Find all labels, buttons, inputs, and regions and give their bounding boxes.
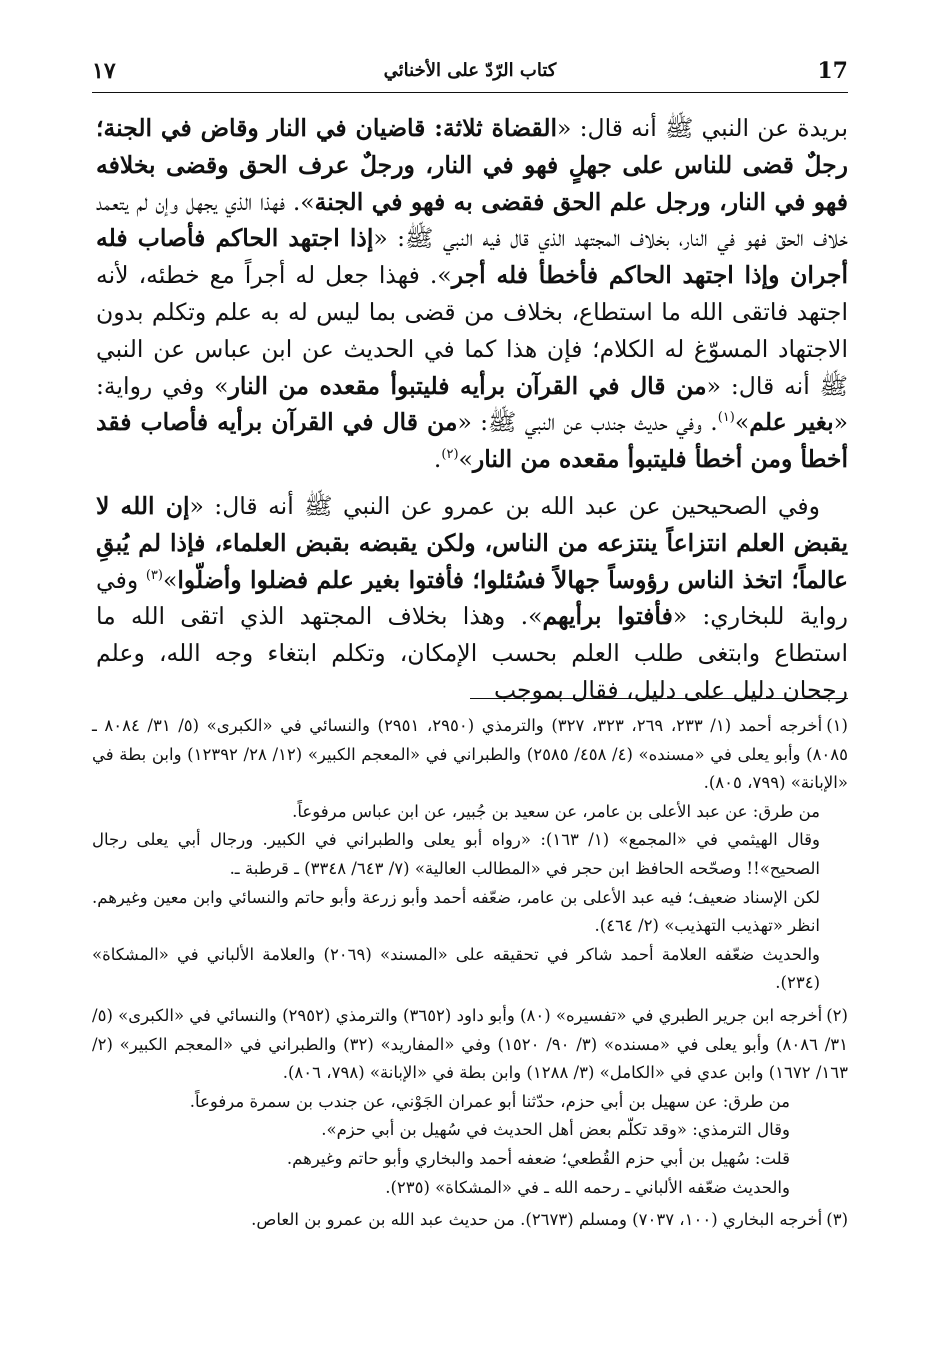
text-run: » وفي رواية: « <box>96 371 848 437</box>
text-run: وفي رواية للبخاري: « <box>96 565 848 631</box>
footnote-text: أخرجه البخاري (١٠٠، ٧٠٣٧) ومسلم (٢٦٧٣). من حديث عبد الله بن عمرو بن العاص. <box>251 1210 823 1230</box>
hadith-quote: إذا اجتهد الحاكم فأصاب فله أجران وإذا اجتهد الحاكم فأخطأ فله أجر <box>96 224 848 290</box>
main-text <box>96 110 848 719</box>
text-run: » <box>162 565 178 594</box>
text-run: . وفي حديث جندب عن النبي ﷺ: « <box>457 408 718 437</box>
footnote-3 <box>92 1206 848 1235</box>
footnote-separator <box>470 698 848 699</box>
footnote-number: (١) <box>826 716 848 735</box>
footnote-ref-3[interactable]: (٣) <box>145 567 163 583</box>
hadith-quote: من قال في القرآن برأيه فليتبوأ مقعده من النار <box>228 371 707 400</box>
footnote-line: والحديث ضعّفه الألباني ـ رحمه الله ـ في «المشكاة» (٢٣٥). <box>385 1177 790 1197</box>
footnote-main <box>92 712 848 798</box>
footnote-text: أخرجه ابن جرير الطبري في «تفسيره» (٨٠) وأبو داود (٣٦٥٢) والترمذي (٢٩٥٢) والنسائي في «الكبرى» (٥/ ٣١/ ٨٠٨٦) وأبو يعلى في «مسنده» (٣/ ٩٠/ ١٥٢٠) وفي «المفاريد» (٣٢) والطبراني في «المعجم الكبير» (٢/ ١٦٣/ ١٦٧٢) وابن عدي في «الكامل» (٣/ ١٢٨٨) وابن بطة في «الإبانة» (٧٩٨، ٨٠٦). <box>92 1005 848 1083</box>
page-number-latin: 17 <box>817 58 848 84</box>
hadith-quote: بغير علم <box>749 408 834 437</box>
text-run: . <box>433 445 442 474</box>
paragraph-2 <box>96 488 848 709</box>
text-run: بريدة عن النبي ﷺ أنه قال: « <box>557 114 848 142</box>
hadith-quote: فأفتوا برأيهم <box>542 602 673 631</box>
footnote-2 <box>92 1002 848 1202</box>
footnote-ref-2[interactable]: (٢) <box>441 447 459 463</box>
footnote-line: لكن الإسناد ضعيف؛ فيه عبد الأعلى بن عامر، ضعّفه أحمد وأبو زرعة وأبو حاتم والنسائي وابن معين وغيرهم. انظر «تهذيب التهذيب» (٢/ ٤٦٤). <box>92 887 820 936</box>
page-number-arabic: ١٧ <box>92 58 116 84</box>
text-run: » <box>458 445 473 474</box>
footnote-line: من طرق: عن سهيل بن أبي حزم، حدّثنا أبو عمران الجَوْني، عن جندب بن سمرة مرفوعاً. <box>189 1091 790 1111</box>
text-run: ». فهذا جعل له أجراً مع خطئه، لأنه اجتهد فاتقى الله ما استطاع، بخلاف من قضى بما ليس له به علم وتكلم بدون الاجتهاد المسوّغ له الكلام؛ فإن هذا كما في الحديث عن ابن عباس عن النبي ﷺ أنه قال: « <box>96 261 848 400</box>
text-run: ». وهذا بخلاف المجتهد الذي اتقى الله ما استطاع وابتغى طلب العلم بحسب الإمكان، وتكلم ابتغاء وجه الله، وعلم رجحان دليل على دليل، فقال بموجب <box>96 602 848 704</box>
hadith-quote: إن الله لا يقبض العلم انتزاعاً ينتزعه من الناس، ولكن يقبضه بقبض العلماء، فإذا لم يُبقِ عالماً؛ اتخذ الناس رؤوساً جهالاً فسُئلوا؛ فأفتوا بغير علم فضلوا وأضلّوا <box>96 491 848 594</box>
page-header <box>92 58 848 93</box>
text-run: » <box>734 408 750 437</box>
footnote-text: أخرجه أحمد (١/ ٢٣٣، ٢٦٩، ٣٢٣، ٣٢٧) والترمذي (٢٩٥٠، ٢٩٥١) والنسائي في «الكبرى» (٥/ ٣١/ ٨٠٨٤ ـ ٨٠٨٥) وأبو يعلى في «مسنده» (٤/ ٤٥٨/ ٢٥٨٥) والطبراني في «المعجم الكبير» (١٢/ ٢٨/ ١٢٣٩٢) وابن بطة في «الإبانة» (٧٩٩، ٨٠٥). <box>92 716 849 793</box>
footnote-main <box>92 1206 848 1235</box>
footnotes <box>92 712 848 1239</box>
footnote-number: (٣) <box>826 1210 848 1230</box>
hadith-quote: القضاة ثلاثة: قاضيان في النار وقاض في الجنة؛ رجلٌ قضى للناس على جهلٍ فهو في النار، ورجلٌ عرف الحق وقضى بخلافه فهو في النار، ورجل علم الحق فقضى به فهو في الجنة <box>96 114 848 216</box>
text-run: وفي الصحيحين عن عبد الله بن عمرو عن النبي ﷺ أنه قال: « <box>189 491 820 520</box>
running-title: كتاب الرّدّ على الأخنائي <box>383 60 557 81</box>
footnote-line: قلت: سُهيل بن أبي حزم القُطعي؛ ضعفه أحمد والبخاري وأبو حاتم وغيرهم. <box>286 1148 790 1168</box>
footnote-1 <box>92 712 848 998</box>
footnote-line: وقال الهيثمي في «المجمع» (١/ ١٦٣): «رواه أبو يعلى والطبراني في الكبير. ورجال أبي يعلى رجال الصحيح»!! وصحّحه الحافظ ابن حجر في «المطالب العالية» (٧/ ٦٤٣/ ٣٣٤٨) ـ قرطبة ـ. <box>92 830 820 878</box>
footnote-line: من طرق: عن عبد الأعلى بن عامر، عن سعيد بن جُبير، عن ابن عباس مرفوعاً. <box>292 801 820 821</box>
footnote-number: (٢) <box>826 1005 848 1025</box>
footnote-ref-1[interactable]: (١) <box>717 410 735 426</box>
hadith-quote: من قال في القرآن برأيه فأصاب فقد أخطأ ومن أخطأ فليتبوأ مقعده من النار <box>96 408 848 474</box>
footnote-line: وقال الترمذي: «وقد تكلّم بعض أهل الحديث في سُهيل بن أبي حزم». <box>321 1120 790 1140</box>
paragraph-1 <box>96 110 848 478</box>
text-run: ». فهذا الذي يجهل وإن لم يتعمد خلاف الحق فهو في النار، بخلاف المجتهد الذي قال فيه النبي ﷺ: « <box>96 187 848 253</box>
footnote-main <box>92 1002 848 1088</box>
footnote-line: والحديث ضعّفه العلامة أحمد شاكر في تحقيقه على «المسند» (٢٠٦٩) والعلامة الألباني في «المشكاة» (٢٣٤). <box>92 944 820 993</box>
